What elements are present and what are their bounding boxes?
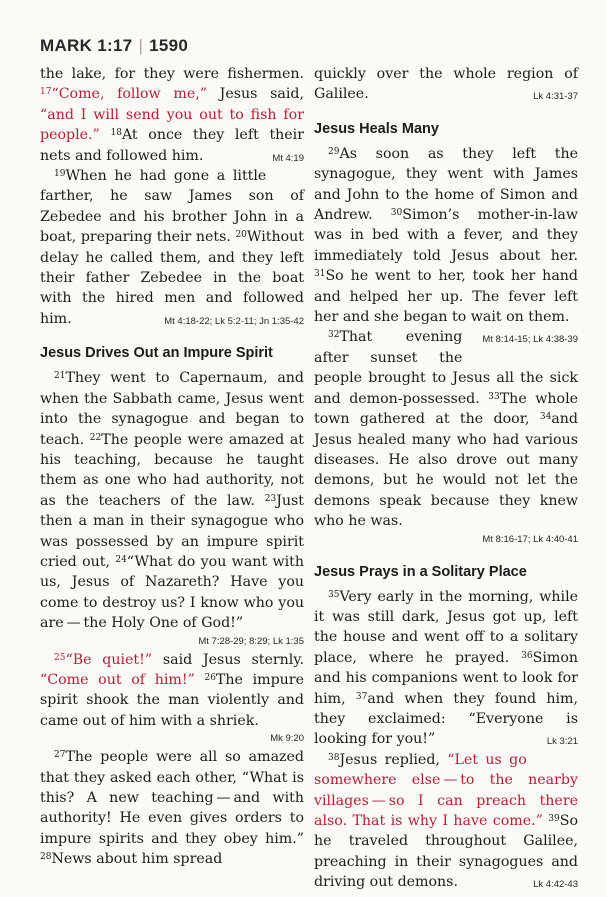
running-head: MARK 1:17	[40, 36, 133, 55]
paragraph	[40, 747, 304, 869]
cross-reference: Mt 8:14-15; Lk 4:38-39	[482, 334, 578, 346]
verse-text: The whole town gathered at the door,	[314, 390, 578, 428]
verse-text: Just then a man in their synagogue who was possessed by an impure spirit cried out,	[40, 492, 304, 570]
verse-number: 24	[115, 554, 127, 565]
cross-reference: Mk 9:20	[270, 733, 304, 745]
verse-number: 29	[328, 146, 340, 157]
verse-number: 19	[54, 169, 66, 180]
words-of-christ: “and I will send you out to fish for people.”	[40, 106, 304, 144]
verse-text: the lake, for they were fishermen.	[40, 66, 304, 82]
verse-number: 17	[40, 87, 52, 98]
paragraph	[40, 650, 304, 732]
paragraph	[314, 327, 578, 531]
cross-reference: Lk 3:21	[546, 736, 578, 748]
section-heading: Jesus Heals Many	[314, 120, 439, 137]
verse-text: The impure spirit shook the man violently and came out of him with a shriek.	[40, 671, 304, 729]
verse-text: Simon’s mother-in-law was in bed with a fever, and they immediately told Jesus about her.	[314, 207, 578, 264]
verse-number: 26	[204, 672, 216, 683]
header-separator: |	[138, 36, 144, 55]
page-header	[40, 36, 188, 56]
verse-text: News about him spread	[51, 851, 223, 868]
words-of-christ: “Be quiet!”	[65, 651, 153, 668]
verse-text: Jesus replied,	[339, 751, 448, 768]
verse-text: Very early in the morning, while it was still dark, Jesus got up, left the house and went off to a solitary place, where he prayed.	[314, 588, 578, 666]
right-column	[314, 64, 578, 896]
verse-text: said Jesus sternly.	[152, 651, 304, 668]
verse-number: 25	[54, 652, 66, 663]
paragraph	[314, 587, 578, 750]
cross-reference: Mt 4:19	[272, 152, 304, 164]
paragraph	[314, 64, 578, 105]
verse-text: Without delay he called them, and they left their father Zebedee in the boat with the hired men and followed him.	[40, 229, 304, 327]
verse-text: and when they found him, they exclaimed: “Everyone is looking for you!”	[314, 690, 578, 748]
verse-text: At once they left their nets and followed him.	[40, 127, 304, 164]
words-of-christ: “Come, follow me,”	[51, 86, 207, 103]
verse-number: 30	[390, 208, 403, 219]
verse-number: 18	[110, 128, 122, 139]
verse-number: 33	[488, 391, 500, 402]
verse-number: 35	[328, 589, 340, 600]
verse-text: and Jesus healed many who had various diseases. He also drove out many demons, but he would not let the demons speak because they knew who he was.	[314, 411, 578, 530]
verse-number: 37	[355, 691, 368, 702]
cross-reference: Mt 7:28-29; 8:29; Lk 1:35	[198, 635, 304, 647]
verse-text: The people were all so amazed that they asked each other, “What is this? A new teaching — and with authority! He even gives orders to impure spirits and they obey him.”	[40, 749, 304, 847]
verse-number: 31	[314, 269, 326, 280]
verse-number: 32	[328, 330, 340, 341]
verse-text: quickly over the whole region of Galilee.	[314, 66, 578, 103]
section-heading: Jesus Prays in a Solitary Place	[314, 563, 527, 580]
verse-text: The people were amazed at his teaching, because he taught them as one who had authority, not as the teachers of the law.	[40, 431, 304, 509]
verse-number: 23	[264, 493, 277, 504]
words-of-christ: “Come out of him!”	[40, 671, 195, 688]
verse-number: 27	[54, 750, 66, 761]
verse-text: So he went to her, took her hand and helped her up. The fever left her and she began to wait on them.	[314, 268, 578, 326]
left-column	[40, 64, 304, 870]
verse-text: So he traveled throughout Galilee, preaching in their synagogues and driving out demons.	[314, 813, 578, 891]
section-heading: Jesus Drives Out an Impure Spirit	[40, 345, 273, 362]
cross-reference: Mt 4:18-22; Lk 5:2-11; Jn 1:35-42	[164, 315, 304, 327]
cross-reference: Lk 4:31-37	[533, 91, 578, 103]
verse-number: 36	[521, 650, 533, 661]
verse-number: 39	[548, 814, 560, 824]
page-number: 1590	[149, 36, 189, 55]
verse-number: 38	[328, 752, 340, 763]
verse-text: Simon and his companions went to look for him,	[314, 649, 578, 707]
cross-reference: Lk 4:42-43	[533, 879, 578, 891]
verse-number: 21	[54, 371, 66, 382]
paragraph	[40, 166, 304, 329]
verse-text: They went to Capernaum, and when the Sabbath came, Jesus went into the synagogue and began to teach.	[40, 370, 304, 448]
verse-text: “What do you want with us, Jesus of Nazareth? Have you come to destroy us? I know who you are — the Holy One of God!”	[40, 553, 304, 632]
verse-text: When he had gone a little farther, he saw James son of Zebedee and his brother John in a boat, preparing their nets.	[40, 168, 304, 246]
verse-text: As soon as they left the synagogue, they went with James and John to the home of Simon and Andrew.	[314, 145, 578, 224]
cross-reference: Mt 8:16-17; Lk 4:40-41	[482, 533, 578, 545]
paragraph	[40, 368, 304, 633]
verse-number: 20	[235, 230, 247, 241]
words-of-christ: “Let us go somewhere else — to the nearby villages — so I can preach there also. That is why I have come.”	[314, 751, 578, 829]
verse-text: That evening after sunset the people brought to Jesus all the sick and demon-possessed.	[314, 329, 578, 407]
paragraph	[40, 64, 304, 166]
verse-number: 22	[89, 432, 102, 443]
verse-text: Jesus said,	[206, 86, 304, 103]
verse-number: 28	[40, 852, 52, 863]
verse-number: 34	[539, 412, 552, 423]
paragraph	[314, 750, 578, 893]
